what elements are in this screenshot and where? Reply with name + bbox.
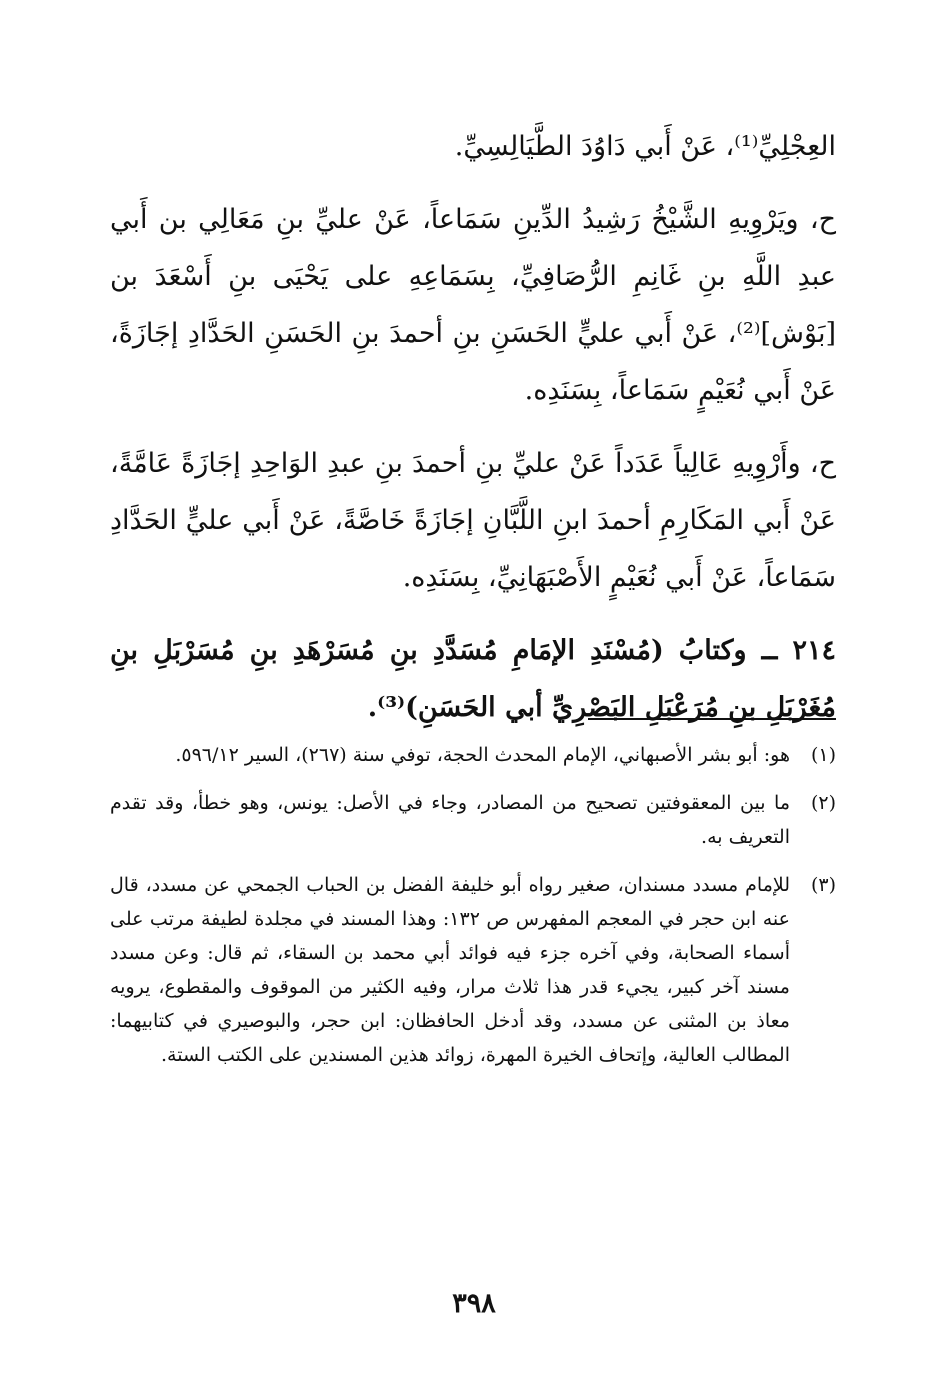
footnote-separator — [588, 718, 836, 720]
footnote-number: (٢) — [810, 792, 836, 814]
footnote-3 — [110, 868, 836, 1072]
footnotes — [110, 738, 836, 1086]
page-number: ٣٩٨ — [452, 1288, 496, 1319]
footnote-number: (١) — [810, 744, 836, 766]
footnote-text: ما بين المعقوفتين تصحيح من المصادر، وجاء في الأصل: يونس، وهو خطأ، وقد تقدم التعريف به. — [110, 792, 790, 848]
entry-214: ٢١٤ ــ وكتابُ (مُسْنَدِ الإمَامِ مُسَدَّدِ بنِ مُسَرْهَدِ بنِ مُسَرْبَلِ بنِ مُغَرْبَلِ بنِ مُرَعْبَلِ البَصْرِيِّ أبي الحَسَنِ)⁽³⁾. — [110, 635, 836, 723]
main-text — [110, 118, 836, 736]
footnote-text: هو: أبو بشر الأصبهاني، الإمام المحدث الحجة، توفي سنة (٢٦٧)، السير ٥٩٦/١٢. — [175, 744, 790, 766]
paragraph-2: ح، ويَرْوِيهِ الشَّيْخُ رَشِيدُ الدِّينِ سَمَاعاً، عَنْ عليِّ بنِ مَعَالِي بن أَبي عبدِ اللَّهِ بنِ غَانِمِ الرُّصَافِيِّ، بِسَمَاعِهِ على يَحْيَى بنِ أَسْعَدَ بن [بَوْش]⁽²⁾، عَنْ أَبي عليٍّ الحَسَنِ بنِ أحمدَ بنِ الحَسَنِ الحَدَّادِ إجَازَةً، عَنْ أَبي نُعَيْمٍ سَمَاعاً، بِسَنَدِه. — [110, 204, 836, 406]
footnote-1 — [110, 738, 836, 772]
paragraph-1: العِجْلِيِّ⁽¹⁾، عَنْ أَبي دَاوُدَ الطَّيَالِسِيِّ. — [454, 131, 836, 162]
footnote-number: (٣) — [810, 874, 836, 896]
footnote-text: للإمام مسدد مسندان، صغير رواه أبو خليفة الفضل بن الحباب الجمحي عن مسدد، قال عنه ابن حجر في المعجم المفهرس ص ١٣٢: وهذا المسند في مجلدة لطيفة مرتب على أسماء الصحابة، وفي آخره جزء فيه فوائد أبي محمد بن السقاء، ثم قال: وعن مسدد مسند آخر كبير، يجيء قدر هذا ثلاث مرار، وفيه الكثير من الموقوف والمقطوع، يرويه معاذ بن المثنى عن مسدد، وقد أدخل الحافظان: ابن حجر، والبوصيري في كتابيهما: المطالب العالية، وإتحاف الخيرة المهرة، زوائد هذين المسندين على الكتب الستة. — [110, 874, 790, 1066]
footnote-2 — [110, 786, 836, 854]
paragraph-3: ح، وأَرْوِيهِ عَالِياً عَدَداً عَنْ عليِّ بنِ أحمدَ بنِ عبدِ الوَاحِدِ إجَازَةً عَامَّةً، عَنْ أَبي المَكَارِمِ أحمدَ ابنِ اللَّبَّانِ إجَازَةً خَاصَّةً، عَنْ أَبي عليٍّ الحَدَّادِ سَمَاعاً، عَنْ أَبي نُعَيْمٍ الأَصْبَهَانِيِّ، بِسَنَدِه. — [110, 448, 836, 593]
